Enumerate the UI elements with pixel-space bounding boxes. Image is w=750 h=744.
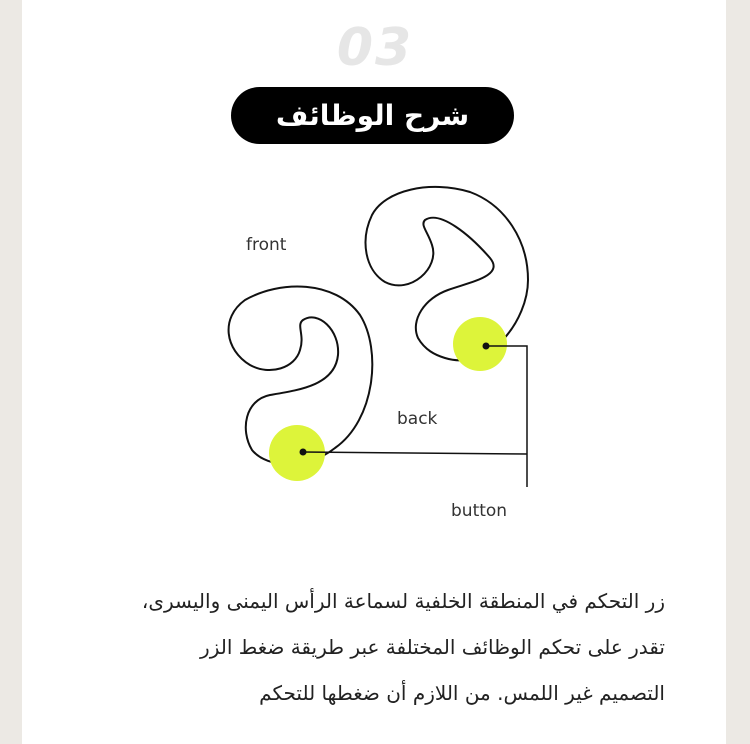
right-button-marker [453, 317, 507, 371]
back-label: back [397, 409, 438, 429]
description-line-2: تقدر على تحكم الوظائف المختلفة عبر طريقة ضغط الزر [200, 635, 665, 659]
left-leader-line [303, 452, 527, 454]
description-line-1: زر التحكم في المنطقة الخلفية لسماعة الرأس اليمنى واليسرى، [141, 589, 665, 613]
button-label: button [451, 501, 508, 521]
description-line-3: التصميم غير اللمس. من اللازم أن ضغطها للتحكم [259, 681, 665, 705]
description [141, 578, 665, 716]
step-number: 03 [336, 18, 414, 78]
front-label: front [246, 235, 287, 255]
page-title: شرح الوظائف [275, 99, 470, 132]
left-button-marker [269, 425, 325, 481]
